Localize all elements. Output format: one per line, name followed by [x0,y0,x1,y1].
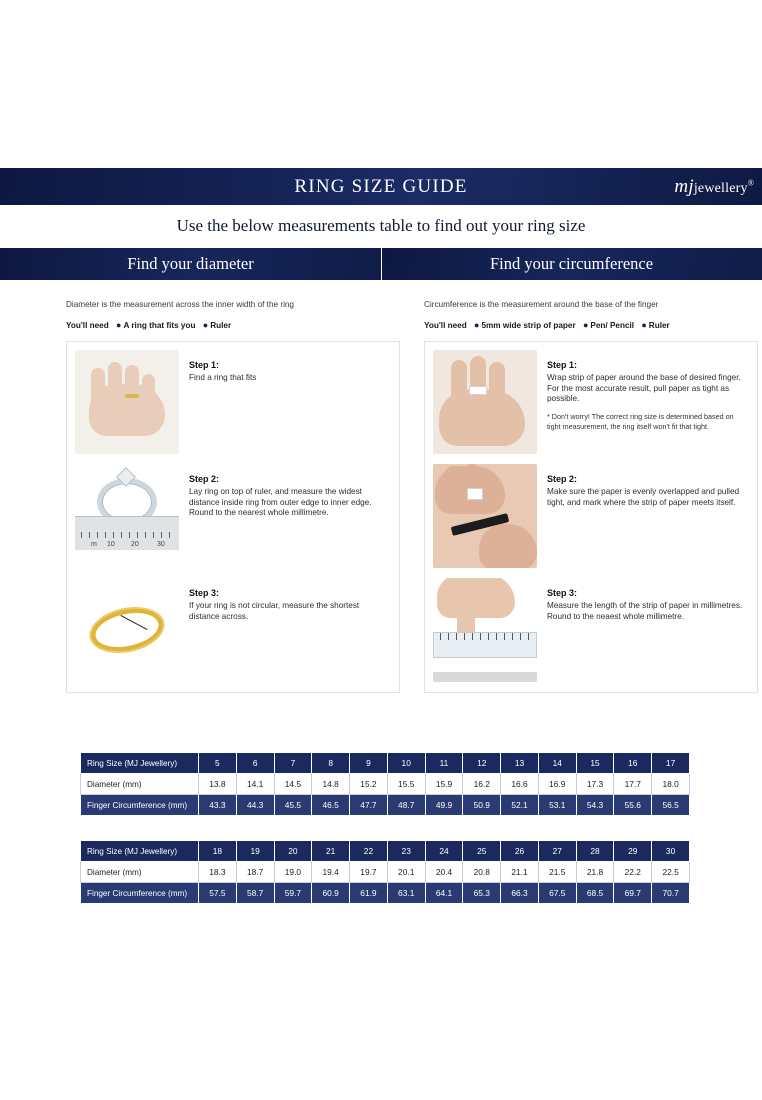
circumference-needs-line [424,320,758,330]
diameter-need-item-1: Ruler [210,320,232,330]
table-row [81,774,690,795]
table-cell: 13 [501,753,539,774]
diameter-column [66,300,400,693]
table-cell: 18.0 [652,774,690,795]
table-cell: 22 [350,841,388,862]
table-cell: 14.1 [236,774,274,795]
table-cell: 22.2 [614,862,652,883]
diameter-needs-line [66,320,400,330]
table-cell: 29 [614,841,652,862]
brand-registered-mark: ® [747,178,754,188]
circumference-needs-label: You'll need [424,320,467,330]
circumference-need-item-2: Ruler [648,320,670,330]
circumference-column [424,300,758,693]
table-cell: 19.0 [274,862,312,883]
table-cell: 15.2 [350,774,388,795]
table-cell: 20.8 [463,862,501,883]
table-cell: 21.5 [538,862,576,883]
circumference-step-3 [433,578,749,682]
table-cell: 16.2 [463,774,501,795]
diameter-step-3-title: Step 3: [189,587,220,598]
circumference-step-1-title: Step 1: [547,359,578,370]
table-cell: 7 [274,753,312,774]
table-cell: 19.4 [312,862,350,883]
table-cell: 69.7 [614,883,652,904]
table-cell: 18.7 [236,862,274,883]
table-cell: 70.7 [652,883,690,904]
circumference-step-3-title: Step 3: [547,587,578,598]
table-cell: 15 [576,753,614,774]
page-subtitle: Use the below measurements table to find out your ring size [0,205,762,247]
table-cell: 15.5 [387,774,425,795]
table-cell: 20.4 [425,862,463,883]
circumference-step-3-body: Measure the length of the strip of paper in millimetres. Round to the neaest whole millimetre. [547,600,743,621]
size-table-1-wrapper [80,752,690,816]
table-cell: 24 [425,841,463,862]
section-heading-band [0,248,762,280]
table-row-label: Finger Circumference (mm) [81,883,199,904]
circumference-step-1 [433,350,749,454]
table-cell: 14.5 [274,774,312,795]
diameter-step-2-body: Lay ring on top of ruler, and measure the widest distance inside ring from outer edge to inner edge. Round to the nearest whole millimetre. [189,486,372,518]
table-cell: 50.9 [463,795,501,816]
table-row-label: Finger Circumference (mm) [81,795,199,816]
table-row-label: Ring Size (MJ Jewellery) [81,841,199,862]
table-cell: 16.9 [538,774,576,795]
circumference-step-2-body: Make sure the paper is evenly overlapped and pulled tight, and mark where the strip of paper meets itself. [547,486,740,507]
table-row-label: Diameter (mm) [81,774,199,795]
table-cell: 28 [576,841,614,862]
circumference-step-2-title: Step 2: [547,473,578,484]
diameter-step-3-body: If your ring is not circular, measure the shortest distance across. [189,600,360,621]
table-cell: 45.5 [274,795,312,816]
table-cell: 22.5 [652,862,690,883]
paper-strip-on-finger-photo [433,350,537,454]
table-cell: 21 [312,841,350,862]
brand-jewellery-text: jewellery [693,180,748,196]
diameter-step-2 [75,464,391,568]
size-table-2 [80,840,690,904]
diameter-step-1-title: Step 1: [189,359,220,370]
table-cell: 13.8 [199,774,237,795]
table-cell: 43.3 [199,795,237,816]
table-cell: 64.1 [425,883,463,904]
table-cell: 16 [614,753,652,774]
marking-paper-strip-photo [433,464,537,568]
diameter-step-1-body: Find a ring that fits [189,372,257,382]
table-cell: 12 [463,753,501,774]
diameter-step-2-title: Step 2: [189,473,220,484]
bullet-icon: ● [582,319,589,330]
table-row [81,883,690,904]
diameter-description: Diameter is the measurement across the inner width of the ring [66,300,294,309]
size-table-1 [80,752,690,816]
table-cell: 67.5 [538,883,576,904]
table-row [81,753,690,774]
circumference-step-1-body: Wrap strip of paper around the base of desired finger. For the most accurate result, pull paper as tight as possible. [547,372,741,404]
table-cell: 19.7 [350,862,388,883]
table-cell: 23 [387,841,425,862]
gold-ring-photo [75,578,179,682]
section-heading-diameter: Find your diameter [0,248,381,280]
bullet-icon: ● [202,319,209,330]
paper-strip-on-ruler-photo [433,578,537,682]
table-cell: 21.8 [576,862,614,883]
size-table-2-wrapper [80,840,690,904]
table-cell: 55.6 [614,795,652,816]
table-cell: 49.9 [425,795,463,816]
table-cell: 46.5 [312,795,350,816]
brand-mj-text: mj [674,175,694,197]
table-cell: 27 [538,841,576,862]
ring-on-ruler-photo: m 10 20 30 [75,464,179,568]
table-row [81,841,690,862]
table-cell: 8 [312,753,350,774]
table-cell: 18 [199,841,237,862]
circumference-description: Circumference is the measurement around the base of the finger [424,300,659,309]
circumference-need-item-1: Pen/ Pencil [590,320,635,330]
table-cell: 19 [236,841,274,862]
table-cell: 52.1 [501,795,539,816]
table-cell: 5 [199,753,237,774]
diameter-steps-box [66,341,400,693]
table-cell: 59.7 [274,883,312,904]
page-title: RING SIZE GUIDE [294,175,468,197]
table-cell: 53.1 [538,795,576,816]
diameter-step-3 [75,578,391,682]
table-cell: 15.9 [425,774,463,795]
table-cell: 47.7 [350,795,388,816]
table-cell: 26 [501,841,539,862]
table-row [81,862,690,883]
table-cell: 61.9 [350,883,388,904]
table-cell: 17.3 [576,774,614,795]
diameter-need-item-0: A ring that fits you [123,320,196,330]
diameter-needs-label: You'll need [66,320,109,330]
table-cell: 60.9 [312,883,350,904]
table-cell: 20 [274,841,312,862]
brand-logo [674,176,754,198]
table-cell: 6 [236,753,274,774]
table-cell: 17 [652,753,690,774]
table-cell: 44.3 [236,795,274,816]
table-cell: 17.7 [614,774,652,795]
table-cell: 16.6 [501,774,539,795]
table-cell: 65.3 [463,883,501,904]
hand-with-ring-photo [75,350,179,454]
table-cell: 14 [538,753,576,774]
circumference-step-1-note: * Don't worry! The correct ring size is determined based on tight measurement, the ring itself won't fit that tight. [547,412,734,431]
table-cell: 21.1 [501,862,539,883]
diameter-step-1 [75,350,391,454]
table-cell: 57.5 [199,883,237,904]
table-cell: 56.5 [652,795,690,816]
section-heading-circumference: Find your circumference [381,248,762,280]
header-band [0,168,762,205]
circumference-steps-box [424,341,758,693]
table-cell: 63.1 [387,883,425,904]
table-cell: 68.5 [576,883,614,904]
table-cell: 11 [425,753,463,774]
table-row-label: Diameter (mm) [81,862,199,883]
table-cell: 48.7 [387,795,425,816]
table-cell: 18.3 [199,862,237,883]
table-cell: 25 [463,841,501,862]
table-cell: 14.8 [312,774,350,795]
table-cell: 9 [350,753,388,774]
bullet-icon: ● [474,319,480,330]
bullet-icon: ● [116,319,122,330]
table-cell: 10 [387,753,425,774]
circumference-need-item-0: 5mm wide strip of paper [481,320,576,330]
circumference-step-2 [433,464,749,568]
table-cell: 20.1 [387,862,425,883]
table-row [81,795,690,816]
table-cell: 58.7 [236,883,274,904]
table-cell: 30 [652,841,690,862]
table-cell: 66.3 [501,883,539,904]
table-cell: 54.3 [576,795,614,816]
bullet-icon: ● [641,319,647,330]
table-row-label: Ring Size (MJ Jewellery) [81,753,199,774]
